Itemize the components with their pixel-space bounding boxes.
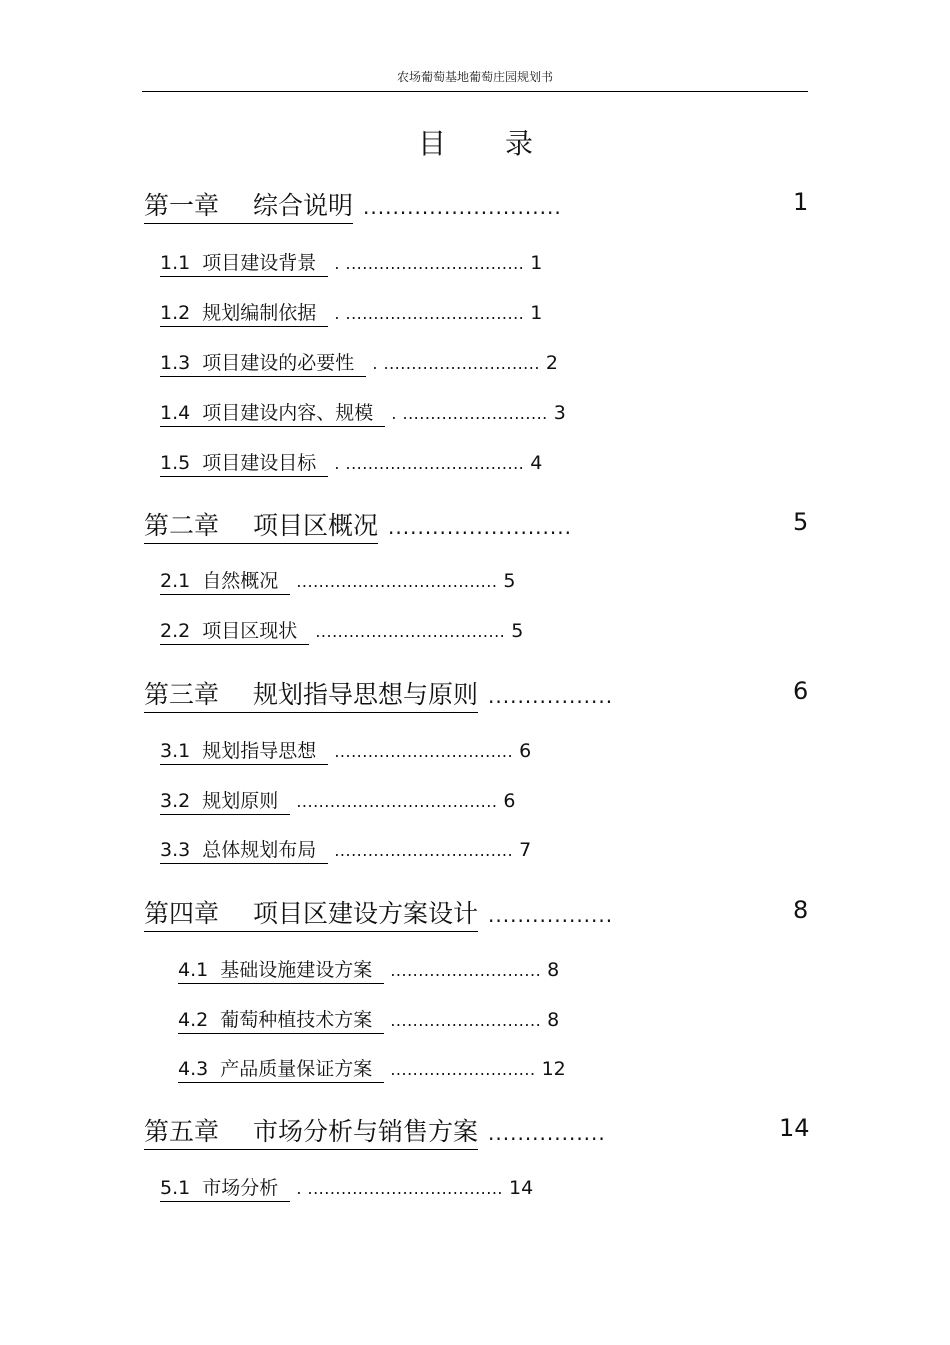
toc-section-5-1[interactable]: 5.1 市场分析 . ................................... 14 — [160, 1173, 533, 1202]
section-label: 2.2 项目区现状 — [160, 616, 309, 645]
section-label: 1.2 规划编制依据 — [160, 298, 328, 327]
toc-title-char-2: 录 — [505, 127, 534, 160]
toc-chapter-2[interactable] — [144, 506, 572, 544]
section-label: 4.3 产品质量保证方案 — [178, 1054, 384, 1083]
section-page: 7 — [519, 839, 532, 861]
chapter-label: 第三章 规划指导思想与原则 — [144, 675, 478, 713]
section-page: 1 — [530, 252, 543, 274]
section-label: 4.1 基础设施建设方案 — [178, 955, 384, 984]
toc-section-4-1[interactable]: 4.1 基础设施建设方案 ........................... 8 — [178, 955, 559, 984]
toc-chapter-1-page: 1 — [793, 188, 809, 216]
header-rule — [142, 91, 808, 92]
section-page: 5 — [503, 570, 516, 592]
leader-dots: ......................... — [388, 515, 572, 539]
section-page: 3 — [553, 402, 566, 424]
toc-section-3-1[interactable]: 3.1 规划指导思想 ................................ 6 — [160, 736, 531, 765]
section-label: 1.4 项目建设内容、规模 — [160, 398, 385, 427]
section-label: 1.5 项目建设目标 — [160, 448, 328, 477]
toc-chapter-2-page: 5 — [793, 508, 809, 536]
toc-section-3-3[interactable]: 3.3 总体规划布局 ................................ 7 — [160, 835, 531, 864]
leader-dots: ................ — [488, 1121, 606, 1145]
section-page: 6 — [503, 790, 516, 812]
toc-section-1-4[interactable]: 1.4 项目建设内容、规模 . .......................... 3 — [160, 398, 566, 427]
toc-chapter-5-page: 14 — [779, 1114, 810, 1142]
section-label: 1.1 项目建设背景 — [160, 248, 328, 277]
toc-section-1-2[interactable]: 1.2 规划编制依据 . ................................ 1 — [160, 298, 542, 327]
toc-chapter-5[interactable] — [144, 1112, 606, 1150]
section-page: 1 — [530, 302, 543, 324]
leader-dots: ........................... — [363, 195, 562, 219]
toc-section-1-5[interactable]: 1.5 项目建设目标 . ................................ 4 — [160, 448, 542, 477]
section-label: 3.2 规划原则 — [160, 786, 290, 815]
leader-dots: ................. — [488, 903, 614, 927]
section-page: 12 — [541, 1058, 566, 1080]
section-page: 14 — [509, 1177, 534, 1199]
chapter-label: 第五章 市场分析与销售方案 — [144, 1112, 478, 1150]
section-page: 2 — [545, 352, 558, 374]
toc-chapter-4-page: 8 — [793, 896, 809, 924]
section-page: 6 — [519, 740, 532, 762]
section-label: 1.3 项目建设的必要性 — [160, 348, 366, 377]
section-page: 8 — [547, 1009, 560, 1031]
chapter-label: 第二章 项目区概况 — [144, 506, 378, 544]
toc-chapter-3[interactable] — [144, 675, 613, 713]
section-page: 4 — [530, 452, 543, 474]
toc-chapter-1[interactable] — [144, 186, 562, 224]
chapter-label: 第四章 项目区建设方案设计 — [144, 894, 478, 932]
toc-section-1-1[interactable]: 1.1 项目建设背景 . ................................ 1 — [160, 248, 542, 277]
section-label: 4.2 葡萄种植技术方案 — [178, 1005, 384, 1034]
running-header: 农场葡萄基地葡萄庄园规划书 — [396, 70, 553, 84]
toc-section-2-2[interactable]: 2.2 项目区现状 .................................. 5 — [160, 616, 523, 645]
section-label: 2.1 自然概况 — [160, 566, 290, 595]
toc-section-4-2[interactable]: 4.2 葡萄种植技术方案 ........................... 8 — [178, 1005, 559, 1034]
toc-chapter-3-page: 6 — [793, 677, 809, 705]
toc-section-2-1[interactable]: 2.1 自然概况 .................................... 5 — [160, 566, 516, 595]
toc-section-1-3[interactable]: 1.3 项目建设的必要性 . ............................ 2 — [160, 348, 558, 377]
leader-dots: ................. — [488, 684, 614, 708]
section-page: 8 — [547, 959, 560, 981]
section-page: 5 — [511, 620, 524, 642]
toc-chapter-4[interactable] — [144, 894, 613, 932]
toc-section-3-2[interactable]: 3.2 规划原则 .................................... 6 — [160, 786, 516, 815]
section-label: 3.3 总体规划布局 — [160, 835, 328, 864]
section-label: 5.1 市场分析 — [160, 1173, 290, 1202]
toc-section-4-3[interactable]: 4.3 产品质量保证方案 .......................... 12 — [178, 1054, 566, 1083]
chapter-label: 第一章 综合说明 — [144, 186, 353, 224]
toc-title-char-1: 目 — [418, 127, 447, 160]
section-label: 3.1 规划指导思想 — [160, 736, 328, 765]
